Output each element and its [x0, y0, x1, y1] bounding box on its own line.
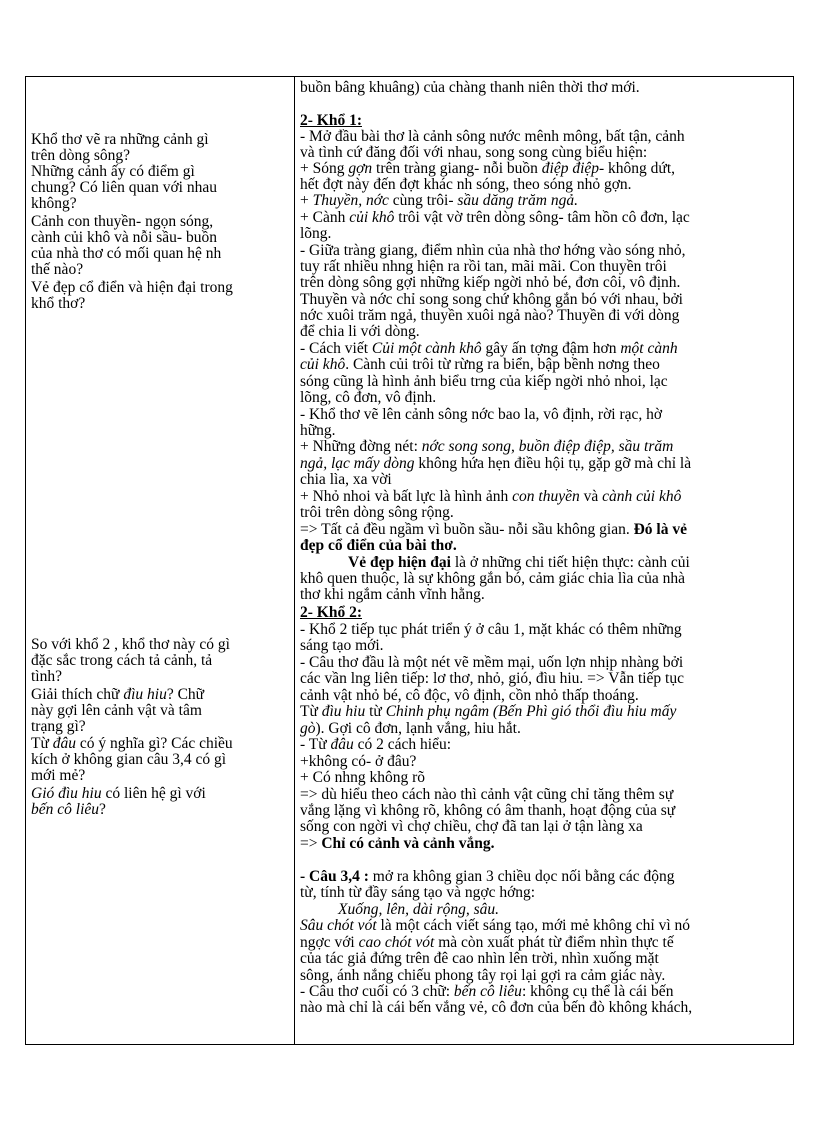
answer-line: để chia li với dòng. — [300, 323, 420, 340]
answer-line: + Nhỏ nhoi và bất lực là hình ảnh con thuyền và cành củi khô — [300, 488, 682, 505]
question-line: Từ đâu có ý nghĩa gì? Các chiều — [31, 735, 233, 752]
answer-line: lõng, cô đơn, vô định. — [300, 389, 437, 406]
section-heading: 2- Khổ 2: — [300, 604, 362, 621]
answer-line: vắng lặng vì không rõ, không có âm thanh, hoạt động của sự — [300, 802, 676, 819]
answer-line: - Cách viết Củi một cành khô gây ấn tợng đậm hơn một cành — [300, 340, 678, 357]
answer-line: sáng tạo mới. — [300, 637, 384, 654]
answer-line: => Tất cả đều ngầm vì buồn sầu- nỗi sầu không gian. Đó là vẻ — [300, 521, 687, 538]
answer-line: => Chỉ có cảnh và cảnh vắng. — [300, 835, 495, 852]
question-line: của nhà thơ có mối quan hệ nh — [31, 245, 222, 262]
answer-line: Thuyền và nớc chỉ song song chứ không gắn bó với nhau, bởi — [300, 291, 683, 308]
question-line: Những cảnh ấy có điểm gì — [31, 163, 195, 180]
answer-line: nớc xuôi trăm ngả, thuyền xuôi ngả nào? Thuyền đi với dòng — [300, 307, 680, 324]
answer-line: - Câu thơ đầu là một nét vẽ mềm mại, uốn lợn nhịp nhàng bởi — [300, 654, 684, 671]
answer-line: + Những đờng nét: nớc song song, buồn điệp điệp, sầu trăm — [300, 438, 674, 455]
answer-line: sông, ánh nắng chiếu phong tây rọi lại gợi ra cảm giác này. — [300, 967, 666, 984]
answer-line: + Sóng gợn trên tràng giang- nỗi buồn điệp điệp- không dứt, — [300, 160, 676, 177]
question-line: Cảnh con thuyền- ngọn sóng, — [31, 213, 214, 230]
answer-line: khô quen thuộc, là sự không gắn bó, cảm giác chia lìa của nhà — [300, 570, 686, 587]
question-line: Gió đìu hiu có liên hệ gì với — [31, 785, 206, 802]
answer-line: - Từ đâu có 2 cách hiểu: — [300, 736, 452, 753]
answer-line: Vẻ đẹp hiện đại là ở những chi tiết hiện thực: cành củi — [348, 554, 690, 571]
question-line: chung? Có liên quan với nhau — [31, 179, 217, 196]
answer-line: + Thuyền, nớc cùng trôi- sầu dăng trăm ngả. — [300, 192, 578, 209]
answer-line: và tình cứ đăng đối với nhau, song song cùng biểu hiện: — [300, 144, 648, 161]
answer-line: - Mở đầu bài thơ là cảnh sông nước mênh mông, bất tận, cảnh — [300, 128, 685, 145]
question-line: cành củi khô và nỗi sầu- buồn — [31, 229, 217, 246]
answer-line: - Câu thơ cuối có 3 chữ: bến cô liêu: không cụ thể là cái bến — [300, 983, 674, 1000]
answer-line: hết đợt này đến đợt khác nh sóng, theo sóng nhỏ gợn. — [300, 176, 632, 193]
answer-line: gò). Gợi cô đơn, lạnh vắng, hiu hắt. — [300, 720, 521, 737]
answer-line: - Giữa tràng giang, điểm nhìn của nhà thơ hớng vào sóng nhỏ, — [300, 242, 686, 259]
answer-line: tuy rất nhiều nhng hiện ra rồi tan, mãi mãi. Con thuyền trôi — [300, 258, 667, 275]
question-line: này gợi lên cảnh vật và tâm — [31, 702, 202, 719]
answer-line: hững. — [300, 422, 336, 439]
answer-line: => dù hiểu theo cách nào thì cảnh vật cũng chỉ tăng thêm sự — [300, 786, 674, 803]
answer-line: thơ khi ngắm cảnh vĩnh hằng. — [300, 586, 485, 603]
answer-line: Từ đìu hiu từ Chinh phụ ngâm (Bến Phì gió thổi đìu hiu mấy — [300, 703, 677, 720]
question-line: kích ở không gian câu 3,4 có gì — [31, 751, 227, 768]
question-line: tình? — [31, 668, 62, 685]
section-heading: 2- Khổ 1: — [300, 112, 362, 129]
answer-line: chia lìa, xa vời — [300, 471, 392, 488]
answer-line: các vần lng liên tiếp: lơ thơ, nhỏ, gió, đìu hiu. => Vẫn tiếp tục — [300, 670, 684, 687]
question-line: bến cô liêu? — [31, 801, 106, 818]
answer-line: nào mà chỉ là cái bến vắng vẻ, cô đơn của bến đò không khách, — [300, 999, 693, 1016]
question-line: khổ thơ? — [31, 295, 86, 312]
answer-line: của tác giả đứng trên đê cao nhìn lên trời, nhìn xuống mặt — [300, 950, 659, 967]
answer-line: sóng cũng là hình ảnh biểu trng của kiếp ngời nhỏ nhoi, lạc — [300, 373, 668, 390]
answer-line: củi khô. Cành củi trôi từ rừng ra biển, bập bềnh nơng theo — [300, 356, 660, 373]
answer-line: đẹp cổ điển của bài thơ. — [300, 537, 457, 554]
answer-line: buồn bâng khuâng) của chàng thanh niên thời thơ mới. — [300, 79, 640, 96]
answer-line: trôi trên dòng sông rộng. — [300, 504, 454, 521]
question-line: đặc sắc trong cách tả cảnh, tả — [31, 652, 213, 669]
question-line: Khổ thơ vẽ ra những cảnh gì — [31, 131, 209, 148]
answer-line: - Câu 3,4 : mở ra không gian 3 chiều dọc nối bằng các động — [300, 868, 675, 885]
question-line: Giải thích chữ đìu hiu? Chữ — [31, 686, 205, 703]
question-line: trạng gì? — [31, 718, 86, 735]
question-line: Vẻ đẹp cổ điển và hiện đại trong — [31, 279, 233, 296]
answer-line: sống con ngời vì chợ chiều, chợ đã tan lại ở tận làng xa — [300, 818, 643, 835]
question-line: So với khổ 2 , khổ thơ này có gì — [31, 636, 230, 653]
answer-line: + Cành củi khô trôi vật vờ trên dòng sông- tâm hồn cô đơn, lạc — [300, 209, 690, 226]
answer-line: Xuống, lên, dài rộng, sâu. — [338, 901, 500, 918]
question-line: mới mẻ? — [31, 767, 86, 784]
answer-line: trên dòng sông gợi những kiếp ngời nhỏ bé, đơn côi, vô định. — [300, 274, 681, 291]
question-line: thế nào? — [31, 261, 84, 278]
answer-line: Sâu chót vót là một cách viết sáng tạo, mới mẻ không chỉ vì nó — [300, 917, 691, 934]
answer-line: từ, tính từ đầy sáng tạo và ngợc hớng: — [300, 884, 536, 901]
column-divider — [294, 77, 295, 1044]
answer-line: + Có nhng không rõ — [300, 769, 425, 786]
answer-line: ngả, lạc mấy dòng không hứa hẹn điều hội tụ, gặp gỡ mà chỉ là — [300, 455, 692, 472]
question-line: không? — [31, 195, 77, 212]
answer-line: +không có- ở đâu? — [300, 753, 417, 770]
answer-line: cảnh vật nhỏ bé, cô độc, vô định, cồn nhỏ thấp thoáng. — [300, 687, 639, 704]
answer-line: ngợc với cao chót vót mà còn xuất phát từ điểm nhìn thực tế — [300, 934, 674, 951]
document-table — [25, 76, 794, 1045]
answer-line: - Khổ 2 tiếp tục phát triển ý ở câu 1, mặt khác có thêm những — [300, 621, 682, 638]
answer-line: - Khổ thơ vẽ lên cảnh sông nớc bao la, vô định, rời rạc, hờ — [300, 406, 663, 423]
question-line: trên dòng sông? — [31, 147, 131, 164]
answer-line: lõng. — [300, 225, 332, 242]
